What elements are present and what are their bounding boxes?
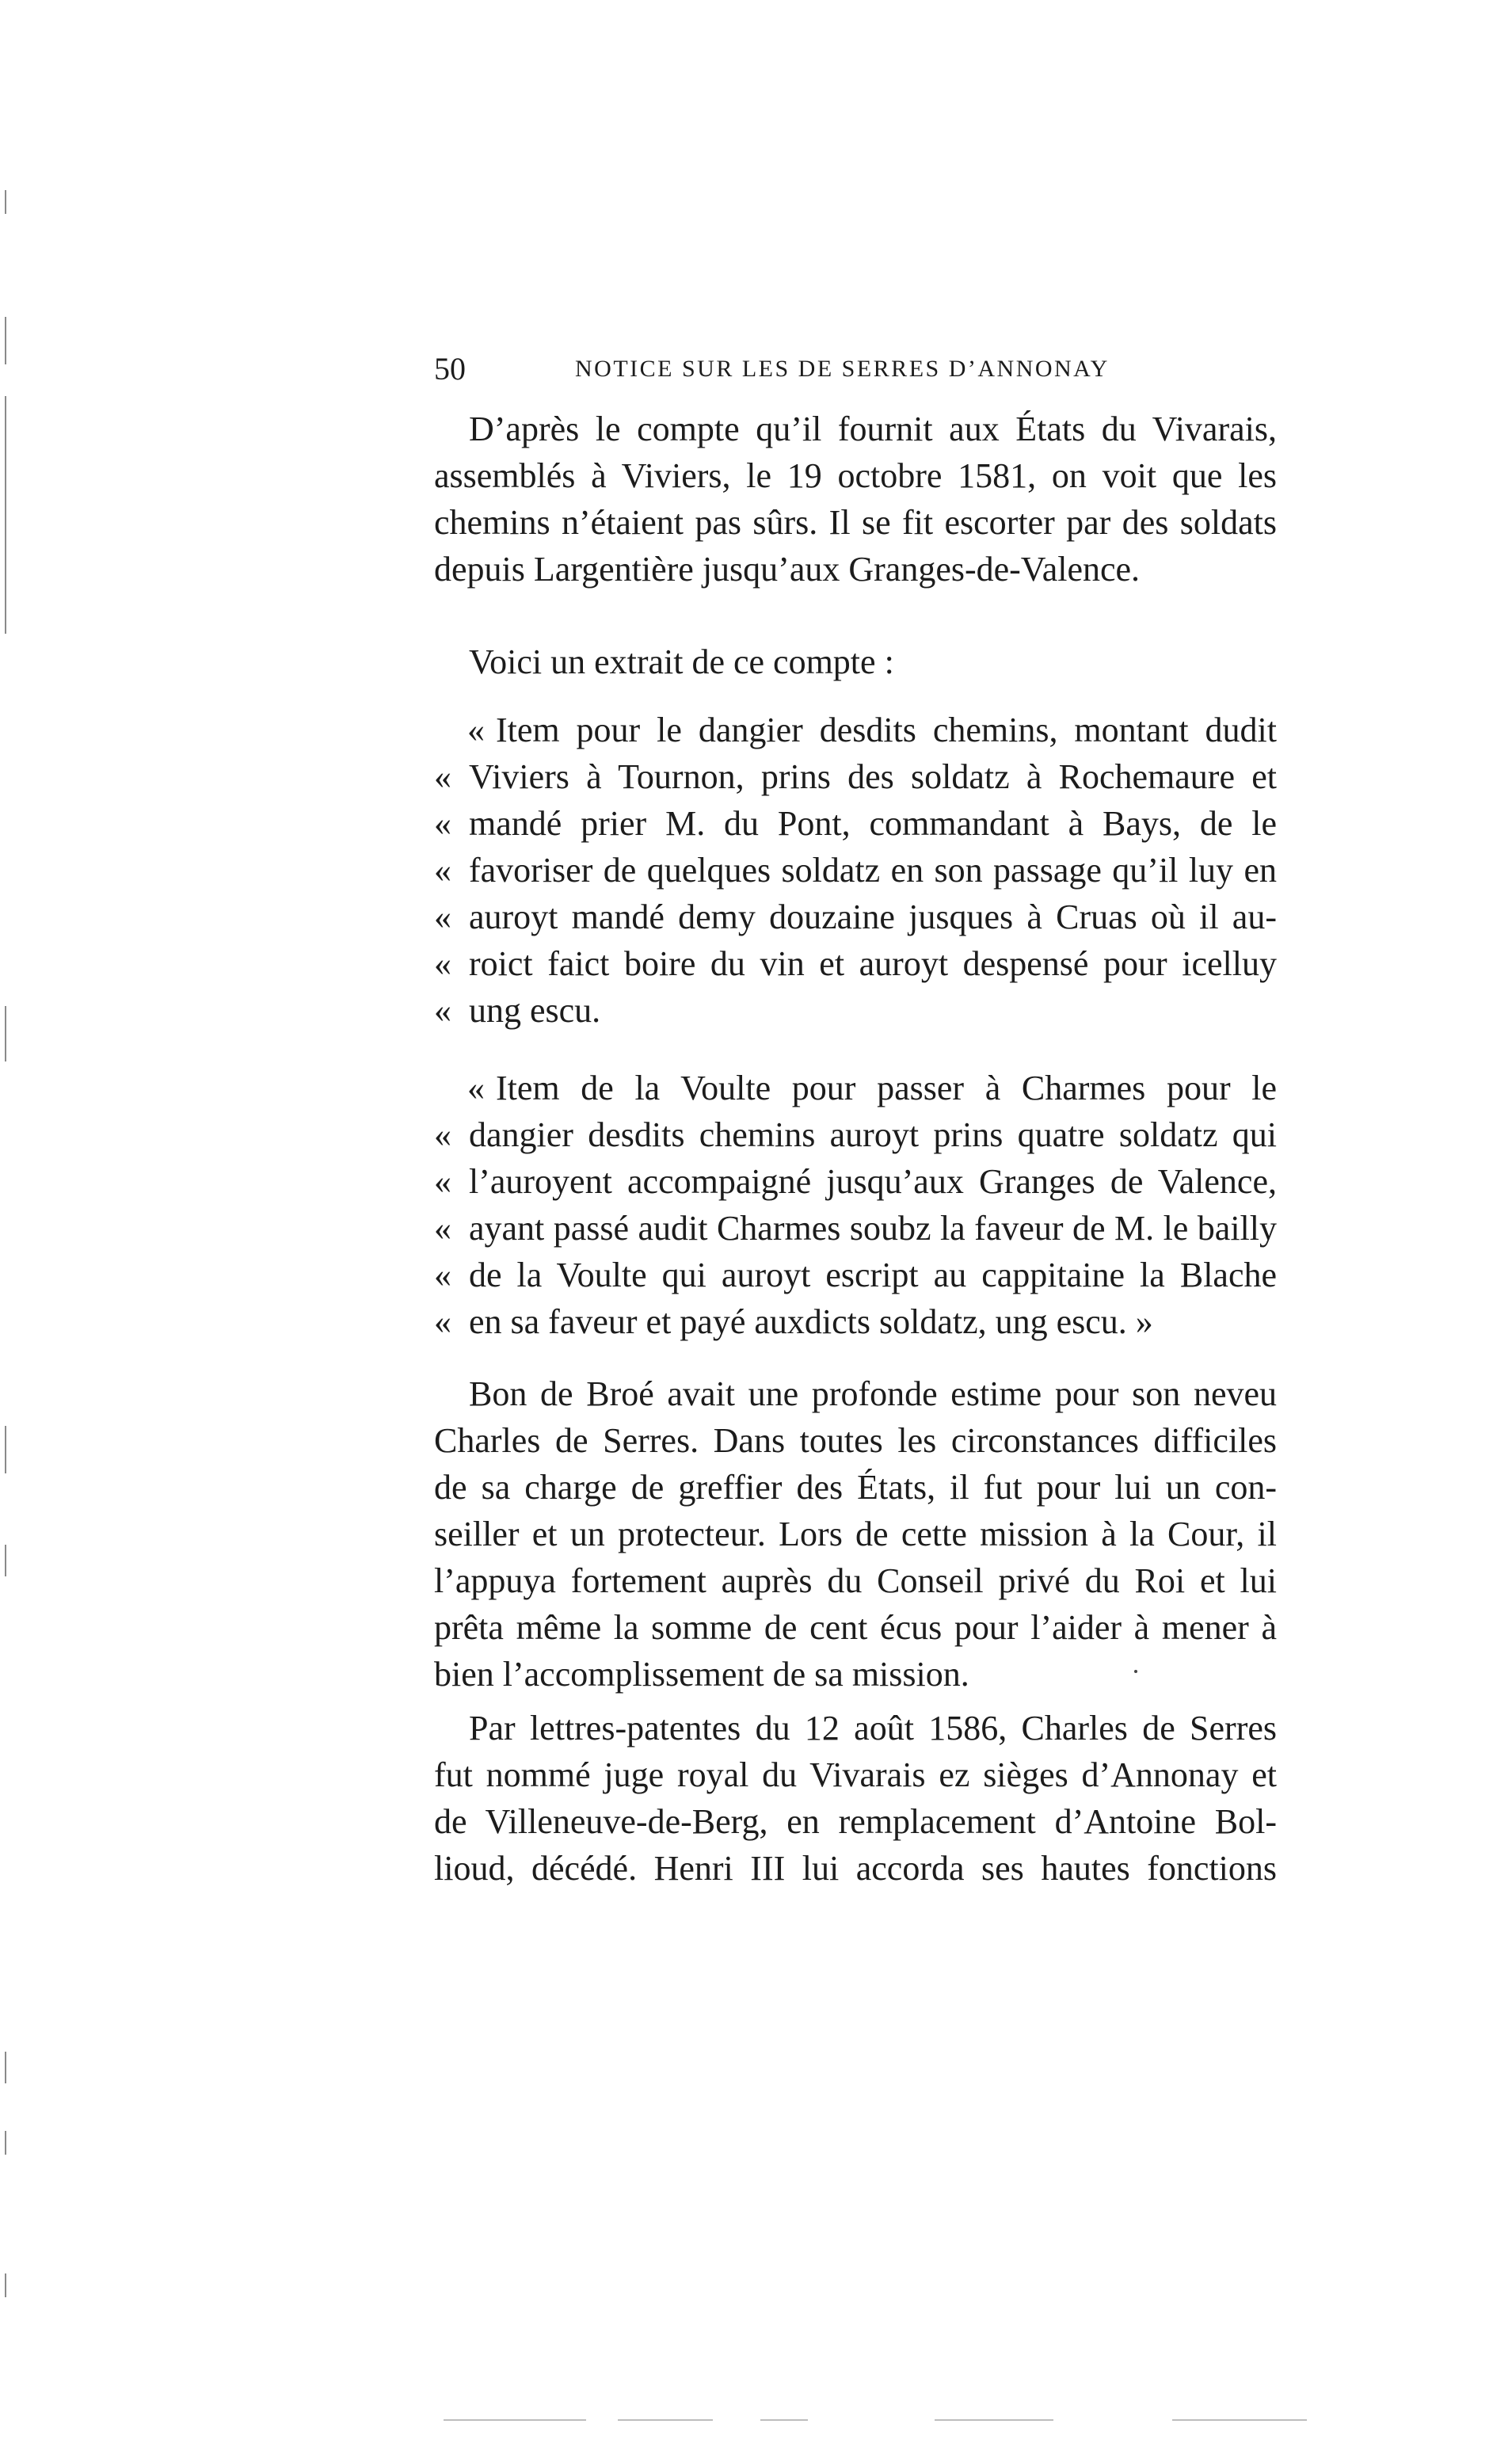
text-line: Voici un extrait de ce compte : bbox=[469, 642, 894, 681]
quote-mark: « bbox=[434, 804, 451, 843]
text-line: lioud, décédé. Henri III lui accorda ses hautes fonctions bbox=[434, 1849, 1277, 1888]
quote-text: Item pour le dangier desdits chemins, montant dudit bbox=[496, 711, 1277, 749]
quote-text: mandé prier M. du Pont, commandant à Bays, de le bbox=[469, 804, 1277, 843]
quote-text: roict faict boire du vin et auroyt despensé pour icelluy bbox=[469, 944, 1277, 983]
quote-mark: « bbox=[434, 1209, 451, 1248]
quote-text: dangier desdits chemins auroyt prins quatre soldatz qui bbox=[469, 1115, 1277, 1154]
quotation-1 bbox=[434, 707, 1277, 1034]
scan-artifact bbox=[5, 1545, 6, 1576]
scan-artifact bbox=[5, 1426, 6, 1473]
quotation-2 bbox=[434, 1065, 1277, 1345]
paragraph-1 bbox=[434, 406, 1277, 593]
text-line: depuis Largentière jusqu’aux Granges-de-Valence. bbox=[434, 550, 1141, 589]
scan-artifact bbox=[5, 317, 6, 364]
quote-mark: « bbox=[434, 851, 451, 890]
quote-line bbox=[434, 707, 1277, 753]
quote-line bbox=[434, 987, 1277, 1034]
paragraph-4 bbox=[434, 1705, 1277, 1892]
text-line: Par lettres-patentes du 12 août 1586, Charles de Serres bbox=[469, 1709, 1277, 1747]
text-line: Bon de Broé avait une profonde estime pour son neveu bbox=[469, 1374, 1277, 1413]
quote-text: Item de la Voulte pour passer à Charmes pour le bbox=[496, 1069, 1277, 1107]
text-line: seiller et un protecteur. Lors de cette mission à la Cour, il bbox=[434, 1515, 1277, 1553]
scan-artifact bbox=[5, 1006, 6, 1061]
text-line: fut nommé juge royal du Vivarais ez sièges d’Annonay et bbox=[434, 1755, 1277, 1794]
text-line: l’appuya fortement auprès du Conseil privé du Roi et lui bbox=[434, 1561, 1277, 1600]
quote-mark: « bbox=[434, 757, 451, 796]
text-line: prêta même la somme de cent écus pour l’aider à mener à bbox=[434, 1608, 1277, 1647]
quote-line bbox=[434, 1111, 1277, 1158]
quote-text: ayant passé audit Charmes soubz la faveur de M. le bailly bbox=[469, 1209, 1277, 1248]
quote-text: ung escu. bbox=[469, 991, 601, 1030]
quote-mark: « bbox=[467, 711, 485, 749]
quote-mark: « bbox=[467, 1069, 485, 1107]
quote-mark: « bbox=[434, 944, 451, 983]
paragraph-2 bbox=[434, 638, 1277, 685]
stray-dot bbox=[1134, 1670, 1137, 1673]
scan-edge-rule bbox=[760, 2419, 808, 2421]
scan-artifact bbox=[5, 2273, 6, 2297]
text-line: de Villeneuve-de-Berg, en remplacement d’Antoine Bol- bbox=[434, 1802, 1277, 1841]
quote-line bbox=[434, 1158, 1277, 1205]
quote-mark: « bbox=[434, 991, 451, 1030]
scan-artifact bbox=[5, 2052, 6, 2083]
scan-artifact bbox=[5, 190, 6, 214]
text-line: Charles de Serres. Dans toutes les circonstances difficiles bbox=[434, 1421, 1277, 1460]
page-number: 50 bbox=[434, 351, 466, 387]
quote-text: favoriser de quelques soldatz en son passage qu’il luy en bbox=[469, 851, 1277, 890]
quote-line bbox=[434, 940, 1277, 987]
scan-edge-rule bbox=[618, 2419, 713, 2421]
scan-artifact bbox=[5, 2131, 6, 2155]
text-line: chemins n’étaient pas sûrs. Il se fit escorter par des soldats bbox=[434, 503, 1277, 542]
scan-edge-rule bbox=[444, 2419, 586, 2421]
quote-mark: « bbox=[434, 1115, 451, 1154]
text-line: bien l’accomplissement de sa mission. bbox=[434, 1655, 969, 1694]
running-title: NOTICE SUR LES DE SERRES D’ANNONAY bbox=[575, 356, 1110, 382]
quote-text: de la Voulte qui auroyt escript au cappitaine la Blache bbox=[469, 1256, 1277, 1294]
quote-line bbox=[434, 800, 1277, 847]
quote-mark: « bbox=[434, 1162, 451, 1201]
scan-edge-rule bbox=[1172, 2419, 1307, 2421]
quote-line bbox=[434, 1252, 1277, 1298]
quote-mark: « bbox=[434, 1302, 451, 1341]
paragraph-3 bbox=[434, 1370, 1277, 1698]
quote-line bbox=[434, 1205, 1277, 1252]
quote-line bbox=[434, 753, 1277, 800]
quote-line bbox=[434, 1298, 1277, 1345]
scan-artifact bbox=[5, 396, 6, 634]
text-line: D’après le compte qu’il fournit aux États du Vivarais, bbox=[469, 410, 1277, 448]
quote-line bbox=[434, 847, 1277, 894]
quote-text: auroyt mandé demy douzaine jusques à Cruas où il au- bbox=[469, 898, 1277, 936]
quote-text: l’auroyent accompaigné jusqu’aux Granges de Valence, bbox=[469, 1162, 1277, 1201]
quote-text: en sa faveur et payé auxdicts soldatz, ung escu. » bbox=[469, 1302, 1153, 1341]
quote-mark: « bbox=[434, 898, 451, 936]
running-header bbox=[434, 345, 1305, 393]
scan-edge-rule bbox=[935, 2419, 1053, 2421]
quote-line bbox=[434, 894, 1277, 940]
quote-text: Viviers à Tournon, prins des soldatz à Rochemaure et bbox=[469, 757, 1277, 796]
quote-line bbox=[434, 1065, 1277, 1111]
text-line: de sa charge de greffier des États, il fut pour lui un con- bbox=[434, 1468, 1277, 1507]
text-line: assemblés à Viviers, le 19 octobre 1581, on voit que les bbox=[434, 456, 1277, 495]
quote-mark: « bbox=[434, 1256, 451, 1294]
